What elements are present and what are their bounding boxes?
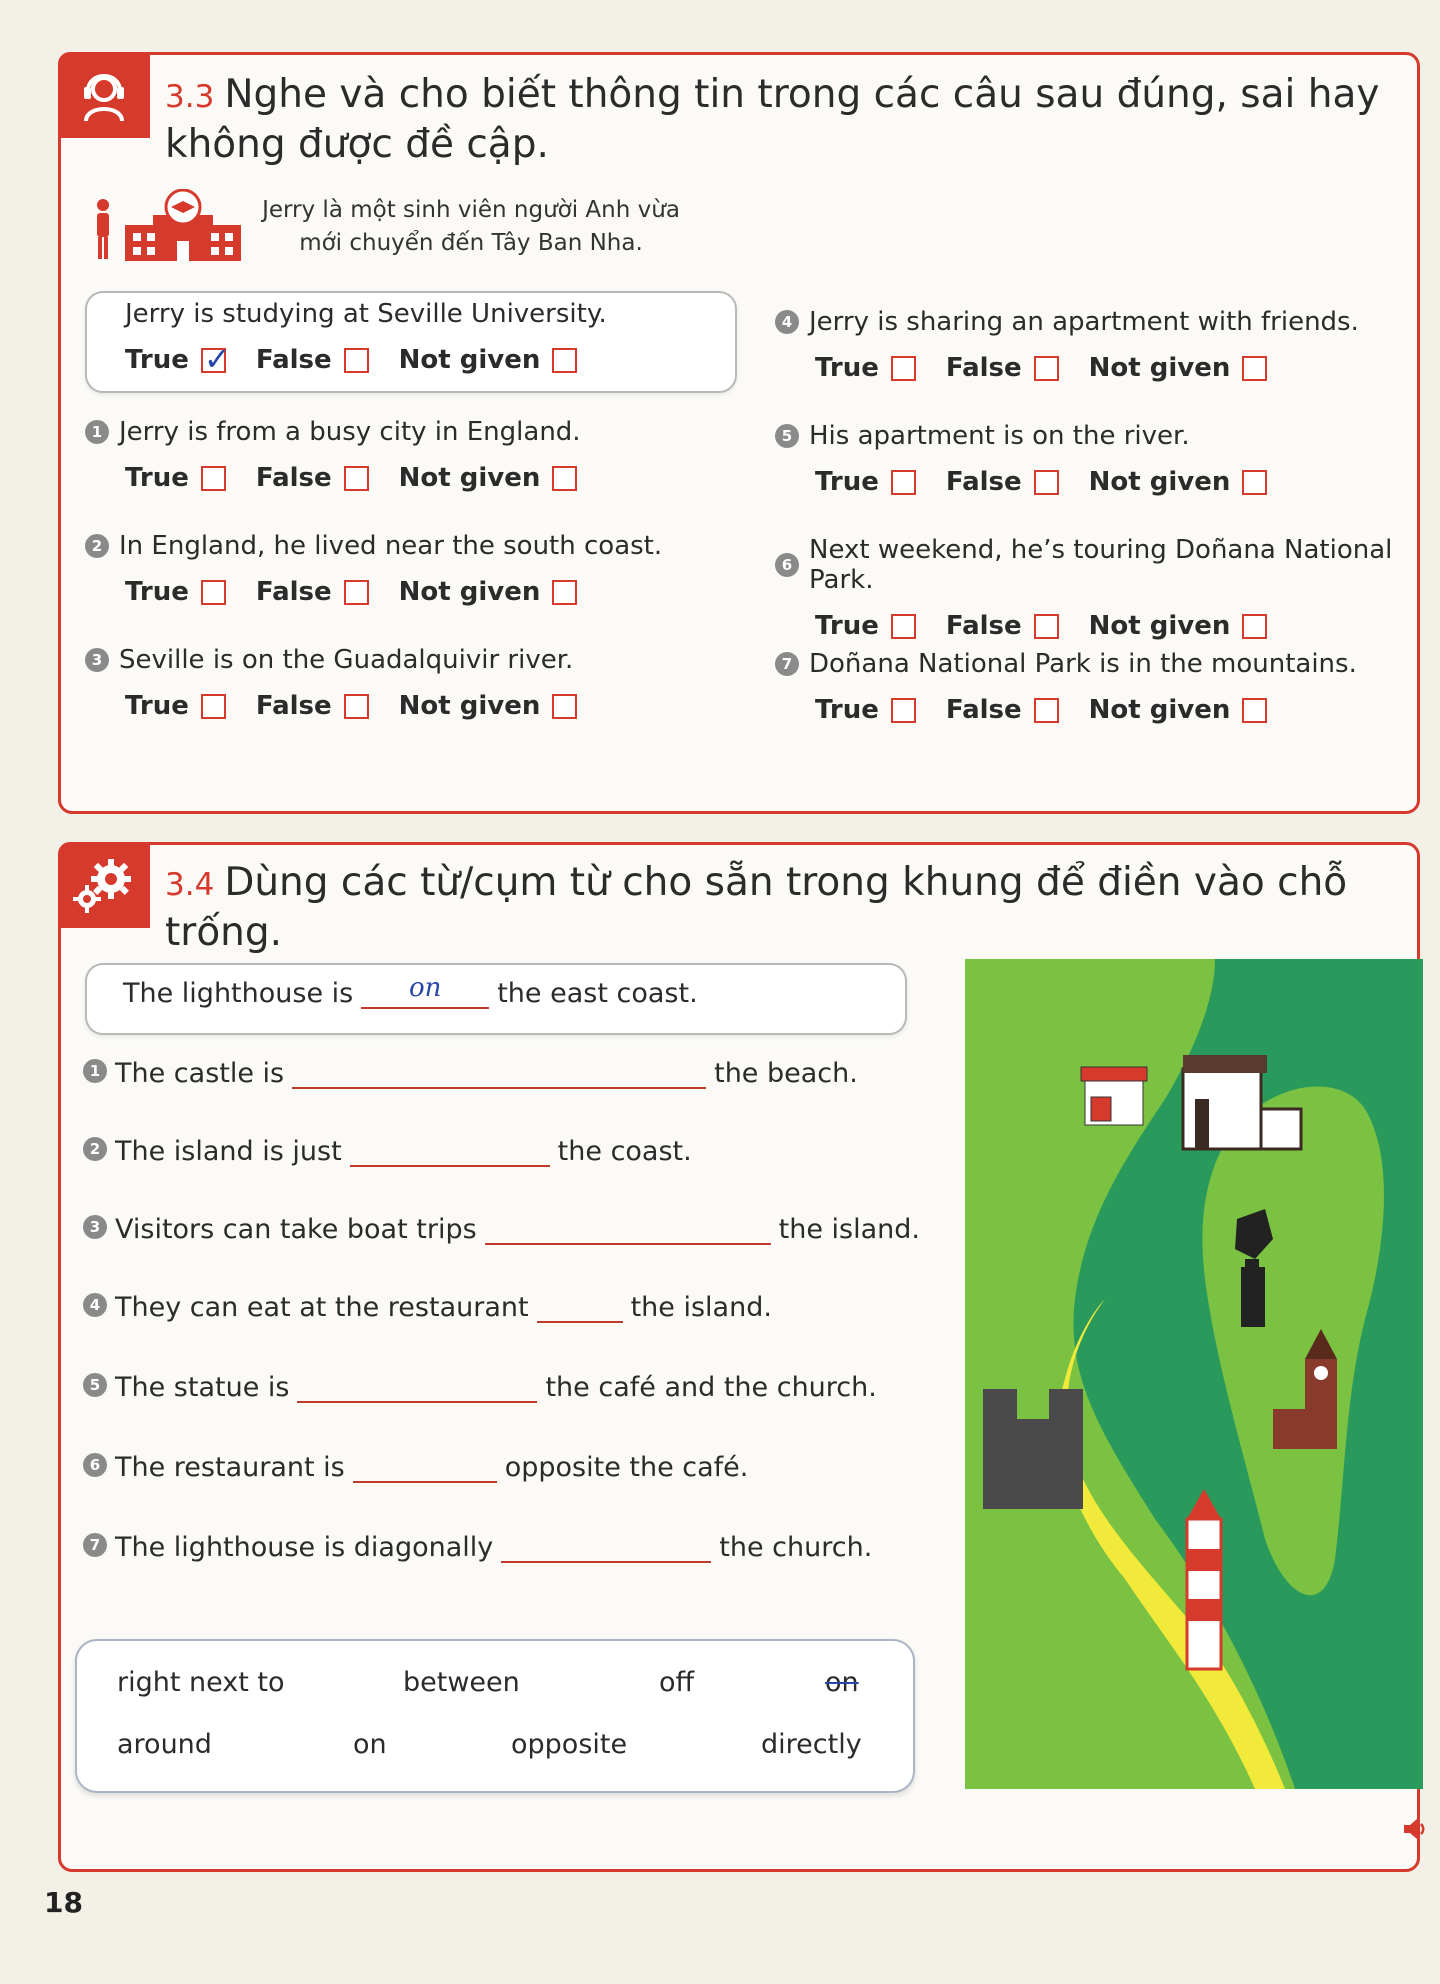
checkbox-false[interactable] [344, 348, 369, 373]
word-bank-item[interactable]: off [659, 1667, 695, 1698]
item-number: 5 [83, 1373, 107, 1397]
item-number: 7 [775, 652, 799, 676]
item-statement: In England, he lived near the south coast. [119, 531, 663, 561]
word-bank-item[interactable]: opposite [511, 1729, 628, 1760]
answer-blank[interactable] [350, 1133, 550, 1167]
word-bank-item[interactable]: on [353, 1729, 387, 1760]
section-title [165, 71, 1395, 169]
sentence-end: the island. [630, 1292, 772, 1323]
list-item [775, 535, 1417, 641]
checkbox-false[interactable] [344, 580, 369, 605]
sentence-start: The island is just [115, 1136, 342, 1167]
option-notgiven-label: Not given [398, 691, 541, 721]
checkbox-false[interactable] [1034, 470, 1059, 495]
word-bank-item[interactable]: directly [761, 1729, 862, 1760]
checkbox-not-given[interactable] [552, 466, 577, 491]
exercise-3-4-panel [58, 842, 1420, 1872]
option-true-label: True [815, 611, 879, 641]
item-statement: His apartment is on the river. [809, 421, 1190, 451]
section-title [165, 859, 1395, 957]
checkbox-true[interactable] [891, 470, 916, 495]
option-true-label: True [815, 695, 879, 725]
sentence-end: the café and the church. [545, 1372, 877, 1403]
item-number: 1 [83, 1059, 107, 1083]
answer-blank[interactable] [485, 1211, 771, 1245]
checkbox-true[interactable] [891, 614, 916, 639]
list-item [85, 645, 607, 721]
sentence-start: The restaurant is [115, 1452, 345, 1483]
sentence-end: the church. [719, 1532, 873, 1563]
island-map [965, 959, 1423, 1789]
option-true-label: True [815, 353, 879, 383]
section-instruction: Dùng các từ/cụm từ cho sẵn trong khung để điền vào chỗ trống. [165, 860, 1348, 955]
checkbox-false[interactable] [1034, 356, 1059, 381]
sentence-end: the beach. [714, 1058, 858, 1089]
section-number: 3.3 [165, 79, 215, 115]
word-bank-item[interactable]: between [403, 1667, 520, 1698]
item-number: 7 [83, 1533, 107, 1557]
section-number: 3.4 [165, 867, 215, 903]
option-notgiven-label: Not given [398, 345, 541, 375]
option-notgiven-label: Not given [1088, 611, 1231, 641]
word-bank-item[interactable]: right next to [117, 1667, 285, 1698]
list-item [83, 1449, 748, 1483]
word-bank [75, 1639, 915, 1793]
option-true-label: True [125, 463, 189, 493]
checkbox-true[interactable] [891, 356, 916, 381]
checkbox-not-given[interactable] [1242, 698, 1267, 723]
page-number: 18 [44, 1886, 83, 1919]
option-notgiven-label: Not given [398, 577, 541, 607]
section-instruction: Nghe và cho biết thông tin trong các câu sau đúng, sai hay không được đề cập. [165, 72, 1380, 167]
answer-blank[interactable] [353, 1449, 497, 1483]
item-number: 6 [775, 553, 799, 577]
sentence-start: The statue is [115, 1372, 290, 1403]
item-number: 1 [85, 420, 109, 444]
list-item [83, 1369, 877, 1403]
word-bank-item-used[interactable]: on [825, 1667, 859, 1698]
item-statement: Jerry is sharing an apartment with friends. [809, 307, 1359, 337]
item-number: 5 [775, 424, 799, 448]
item-number: 3 [83, 1215, 107, 1239]
option-true-label: True [125, 691, 189, 721]
sentence-start: They can eat at the restaurant [115, 1292, 529, 1323]
option-false-label: False [945, 611, 1022, 641]
headset-person-icon [58, 52, 150, 138]
item-number: 6 [83, 1453, 107, 1477]
answer-blank[interactable] [292, 1055, 706, 1089]
sentence-start: The castle is [115, 1058, 285, 1089]
checkbox-false[interactable] [344, 466, 369, 491]
list-item [85, 531, 662, 607]
answer-blank[interactable] [297, 1369, 537, 1403]
list-item [83, 1133, 692, 1167]
item-statement: Next weekend, he’s touring Doñana National Park. [809, 535, 1393, 595]
checkbox-true[interactable] [891, 698, 916, 723]
option-false-label: False [945, 353, 1022, 383]
list-item [775, 649, 1357, 725]
checkbox-true[interactable] [201, 580, 226, 605]
intro-row [91, 189, 681, 265]
item-statement: Seville is on the Guadalquivir river. [119, 645, 574, 675]
item-number: 4 [775, 310, 799, 334]
item-number: 2 [83, 1137, 107, 1161]
item-number: 4 [83, 1293, 107, 1317]
speaker-icon[interactable] [1401, 1815, 1429, 1843]
checkbox-true[interactable] [201, 694, 226, 719]
sentence-start: Visitors can take boat trips [115, 1214, 477, 1245]
list-item [775, 421, 1297, 497]
sentence-start: The lighthouse is [123, 978, 354, 1009]
answer-blank[interactable] [501, 1529, 711, 1563]
checkbox-true[interactable] [201, 466, 226, 491]
list-item [775, 307, 1359, 383]
option-true-label: True [815, 467, 879, 497]
list-item [83, 1289, 772, 1323]
option-notgiven-label: Not given [1088, 695, 1231, 725]
list-item [83, 1211, 920, 1245]
checkbox-true-checked[interactable] [201, 339, 231, 378]
exercise-3-3-panel [58, 52, 1420, 814]
item-statement: Doñana National Park is in the mountains. [809, 649, 1357, 679]
sentence-end: the coast. [557, 1136, 692, 1167]
option-false-label: False [255, 577, 332, 607]
option-false-label: False [255, 345, 332, 375]
checkbox-not-given[interactable] [1242, 614, 1267, 639]
item-number: 3 [85, 648, 109, 672]
handwritten-answer: on [409, 973, 442, 1003]
option-false-label: False [255, 463, 332, 493]
option-true-label: True [125, 345, 189, 375]
word-bank-item[interactable]: around [117, 1729, 212, 1760]
checkbox-not-given[interactable] [552, 348, 577, 373]
option-false-label: False [945, 695, 1022, 725]
checkbox-false[interactable] [1034, 698, 1059, 723]
list-item [83, 1529, 872, 1563]
checkbox-not-given[interactable] [1242, 356, 1267, 381]
option-notgiven-label: Not given [1088, 353, 1231, 383]
item-number: 2 [85, 534, 109, 558]
option-false-label: False [945, 467, 1022, 497]
option-true-label: True [125, 577, 189, 607]
sentence-start: The lighthouse is diagonally [115, 1532, 494, 1563]
checkbox-not-given[interactable] [552, 694, 577, 719]
sentence-end: the island. [778, 1214, 920, 1245]
item-statement: Jerry is from a busy city in England. [119, 417, 581, 447]
checkbox-not-given[interactable] [552, 580, 577, 605]
option-false-label: False [255, 691, 332, 721]
gear-icon [58, 842, 150, 928]
answer-blank[interactable] [361, 975, 489, 1009]
example-item [125, 299, 607, 378]
list-item [85, 417, 607, 493]
intro-text: Jerry là một sinh viên người Anh vừa mới chuyển đến Tây Ban Nha. [262, 197, 680, 256]
answer-blank[interactable] [537, 1289, 623, 1323]
example-sentence [123, 975, 698, 1009]
option-notgiven-label: Not given [1088, 467, 1231, 497]
list-item [83, 1055, 858, 1089]
sentence-end: the east coast. [497, 978, 698, 1009]
option-notgiven-label: Not given [398, 463, 541, 493]
checkbox-false[interactable] [344, 694, 369, 719]
checkbox-not-given[interactable] [1242, 470, 1267, 495]
sentence-end: opposite the café. [504, 1452, 749, 1483]
checkbox-false[interactable] [1034, 614, 1059, 639]
checkmark-icon: ✓ [203, 339, 231, 378]
example-statement: Jerry is studying at Seville University. [125, 299, 607, 329]
student-school-icon [91, 189, 241, 265]
